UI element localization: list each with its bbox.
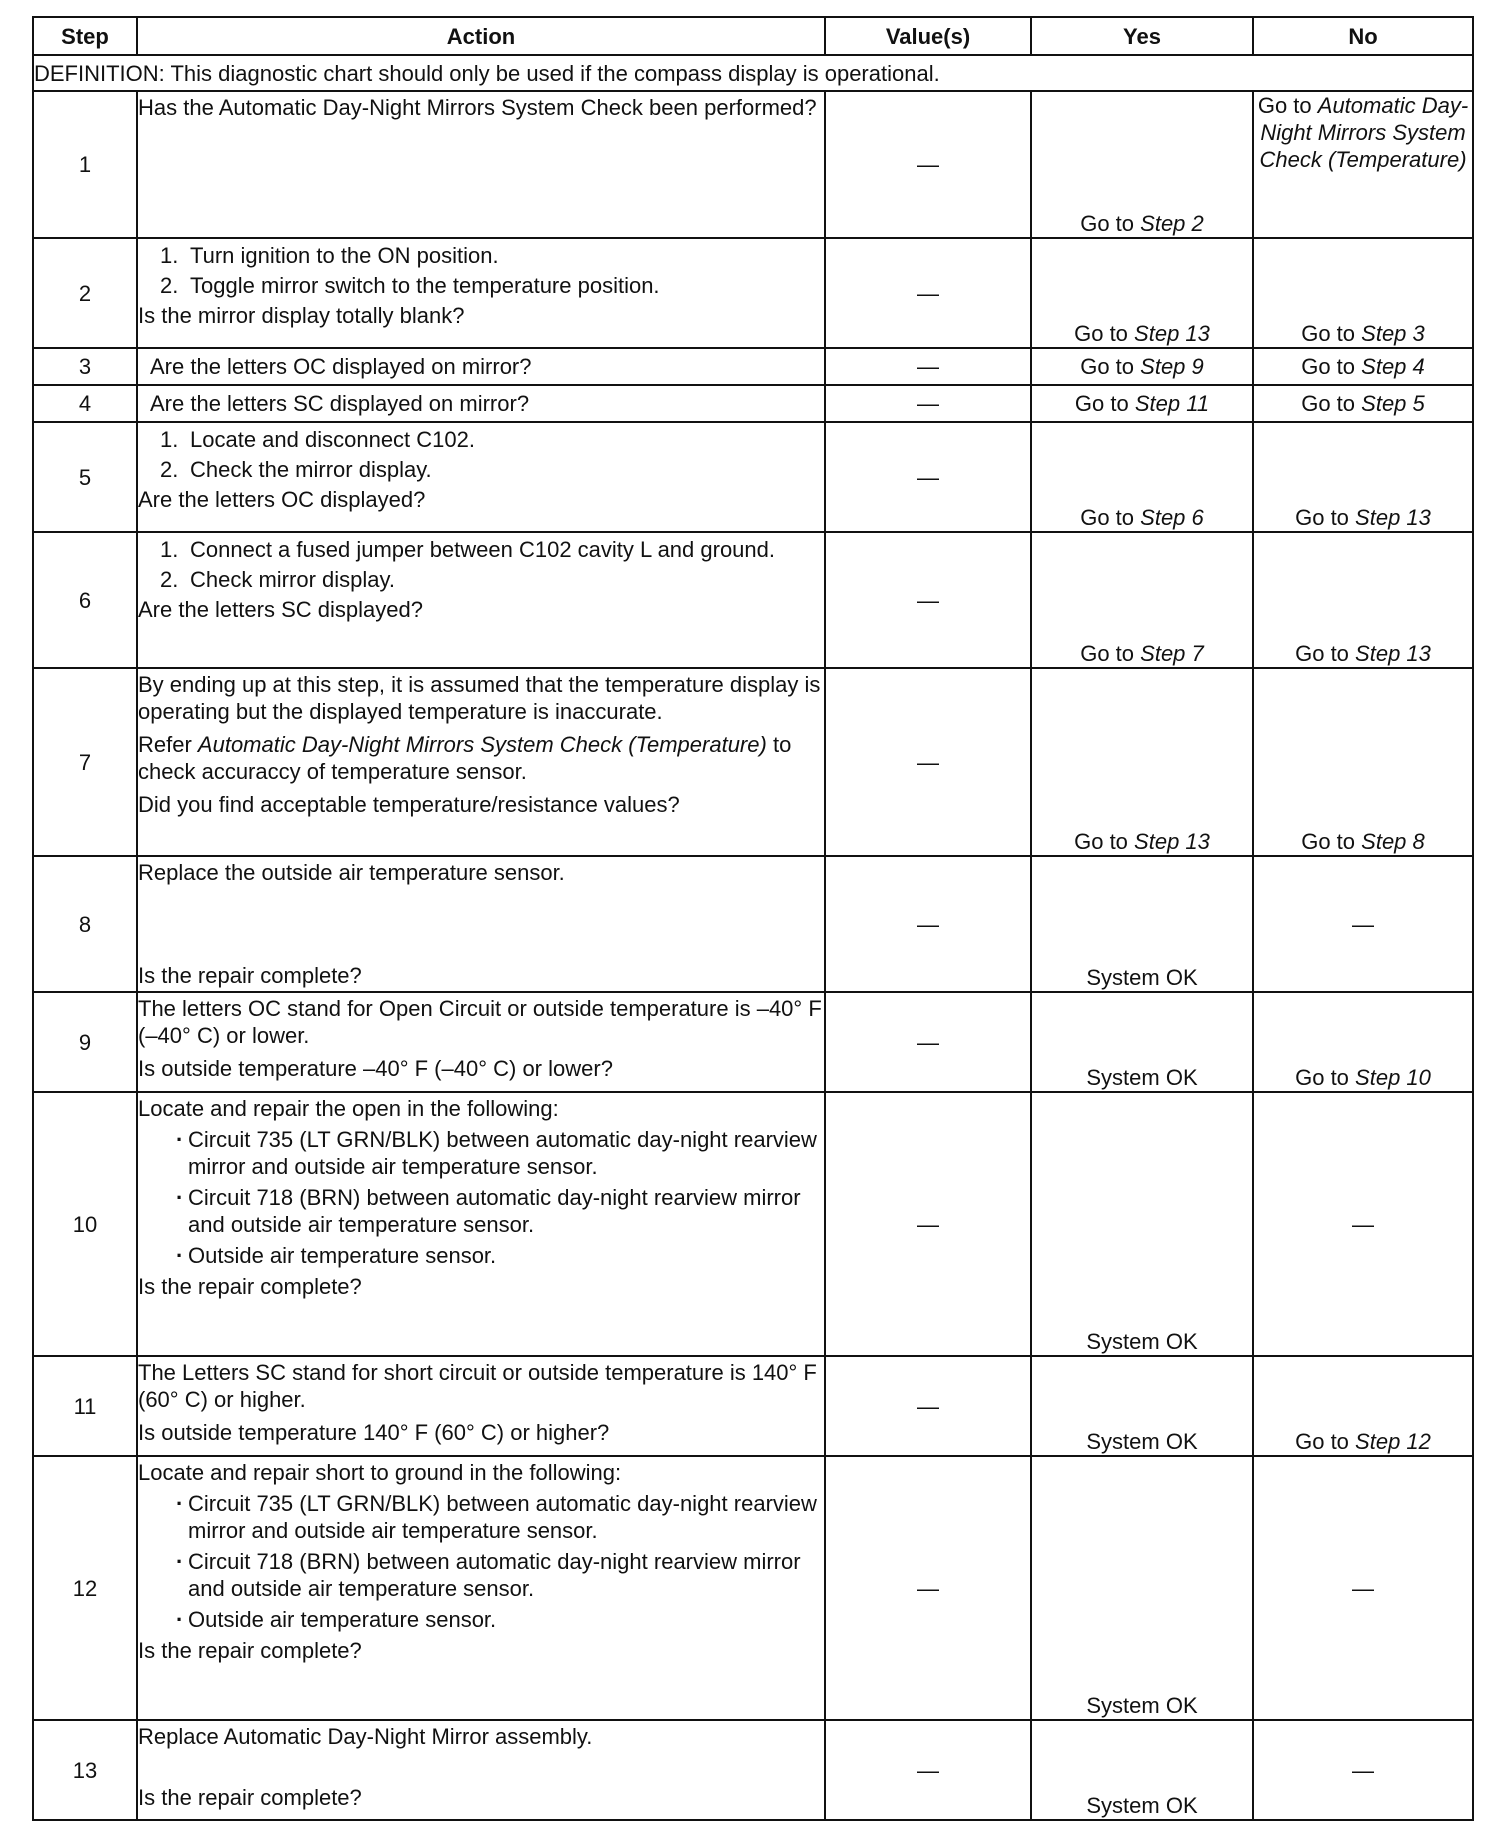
goto-label: Go to [1080,505,1135,530]
question-text: Is the repair complete? [138,1638,362,1663]
action-cell [137,238,825,348]
value-cell: — [825,348,1031,385]
list-item: · Outside air temperature sensor. [176,1607,497,1632]
header-values: Value(s) [825,17,1031,55]
action-cell [137,856,825,992]
no-cell: — [1253,856,1473,992]
goto-label: Go to [1301,321,1356,346]
yes-cell [1031,385,1253,422]
yes-cell [1031,422,1253,532]
table-row [33,1092,1473,1356]
question-text: Are the letters SC displayed on mirror? [137,385,825,422]
value-cell: — [825,1720,1031,1820]
no-cell [1253,422,1473,532]
yes-link[interactable]: Step 13 [1134,829,1210,854]
goto-label: Go to [1080,211,1135,236]
yes-cell [1031,532,1253,668]
step-number: 10 [33,1092,137,1356]
action-cell [137,668,825,856]
value-cell: — [825,422,1031,532]
list-item: 1. Locate and disconnect C102. [160,427,475,452]
yes-link[interactable]: Step 13 [1134,321,1210,346]
table-row [33,238,1473,348]
yes-link[interactable]: Step 2 [1140,211,1204,236]
yes-cell: System OK [1031,856,1253,992]
table-row [33,1720,1473,1820]
table-row [33,422,1473,532]
value-cell: — [825,856,1031,992]
list-item: 2. Toggle mirror switch to the temperature position. [160,273,660,298]
no-cell: — [1253,1456,1473,1720]
definition-row [33,55,1473,91]
no-cell [1253,385,1473,422]
table-row [33,348,1473,385]
no-link[interactable]: Step 3 [1361,321,1425,346]
action-cell [137,1092,825,1356]
no-link[interactable]: Step 13 [1355,505,1431,530]
yes-cell: System OK [1031,1456,1253,1720]
refer-text: Refer Automatic Day-Night Mirrors System Check (Temperature) to check accuraccy of temperature sensor. [138,732,792,784]
step-number: 8 [33,856,137,992]
list-item: 2. Check the mirror display. [160,457,432,482]
goto-label: Go to [1295,505,1349,530]
goto-label: Go to [1301,354,1356,379]
yes-link[interactable]: Step 6 [1140,505,1204,530]
table-row [33,532,1473,668]
action-cell [137,91,825,238]
yes-link[interactable]: Step 11 [1134,391,1210,416]
no-link[interactable]: Step 10 [1355,1065,1431,1090]
table-row [33,91,1473,238]
yes-cell: System OK [1031,1092,1253,1356]
step-number: 1 [33,91,137,238]
step-number: 13 [33,1720,137,1820]
question-text: Are the letters SC displayed? [138,597,423,622]
value-cell: — [825,992,1031,1092]
action-cell [137,1720,825,1820]
header-step: Step [33,17,137,55]
goto-label: Go to [1074,829,1128,854]
table-row [33,668,1473,856]
step-number: 9 [33,992,137,1092]
question-text: Are the letters OC displayed? [138,487,426,512]
action-cell [137,532,825,668]
question-text: Is the repair complete? [138,963,362,988]
header-no: No [1253,17,1473,55]
action-cell [137,1356,825,1456]
table-row [33,1456,1473,1720]
no-link[interactable]: Step 12 [1355,1429,1431,1454]
no-cell [1253,91,1473,238]
yes-cell [1031,238,1253,348]
list-item: · Circuit 718 (BRN) between automatic day-night rearview mirror and outside air temperature sensor. [176,1549,801,1601]
no-link[interactable]: Step 4 [1361,354,1425,379]
list-item: · Outside air temperature sensor. [176,1243,497,1268]
value-cell: — [825,532,1031,668]
step-number: 5 [33,422,137,532]
no-cell [1253,348,1473,385]
question-text: Are the letters OC displayed on mirror? [137,348,825,385]
step-number: 7 [33,668,137,856]
list-item: · Circuit 735 (LT GRN/BLK) between automatic day-night rearview mirror and outside air temperature sensor. [176,1127,817,1179]
goto-label: Go to [1257,93,1312,118]
no-cell [1253,238,1473,348]
no-cell [1253,1356,1473,1456]
table-row [33,1356,1473,1456]
step-number: 2 [33,238,137,348]
header-action: Action [137,17,825,55]
no-link[interactable]: Step 13 [1355,641,1431,666]
no-cell [1253,532,1473,668]
action-text: Has the Automatic Day-Night Mirrors System Check been performed? [138,95,817,120]
goto-label: Go to [1074,391,1129,416]
goto-label: Go to [1295,1429,1349,1454]
diagnostic-table [32,16,1474,1821]
list-item: 1. Turn ignition to the ON position. [160,243,499,268]
intro-text: Replace the outside air temperature sensor. [138,860,565,885]
intro-text: By ending up at this step, it is assumed that the temperature display is operating but the displayed temperature is inaccurate. [138,672,821,724]
yes-cell [1031,348,1253,385]
list-item: · Circuit 735 (LT GRN/BLK) between automatic day-night rearview mirror and outside air temperature sensor. [176,1491,817,1543]
table-row [33,992,1473,1092]
no-cell: — [1253,1720,1473,1820]
step-number: 4 [33,385,137,422]
no-link[interactable]: Automatic Day-Night Mirrors System Check (Temperature) [1259,93,1469,172]
no-cell: — [1253,1092,1473,1356]
list-item: 1. Connect a fused jumper between C102 cavity L and ground. [160,537,775,562]
goto-label: Go to [1295,641,1349,666]
intro-text: The letters OC stand for Open Circuit or outside temperature is –40° F (–40° C) or lower. [138,996,822,1048]
step-number: 6 [33,532,137,668]
header-row [33,17,1473,55]
value-cell: — [825,238,1031,348]
step-number: 12 [33,1456,137,1720]
value-cell: — [825,1456,1031,1720]
goto-label: Go to [1074,321,1128,346]
goto-label: Go to [1301,829,1356,854]
question-text: Is the mirror display totally blank? [138,303,465,328]
goto-label: Go to [1301,391,1356,416]
yes-cell: System OK [1031,1720,1253,1820]
question-text: Is the repair complete? [138,1274,362,1299]
question-text: Did you find acceptable temperature/resistance values? [138,792,680,817]
value-cell: — [825,1092,1031,1356]
goto-label: Go to [1080,354,1135,379]
value-cell: — [825,91,1031,238]
yes-link[interactable]: Step 9 [1140,354,1204,379]
no-link[interactable]: Step 5 [1361,391,1425,416]
action-cell [137,422,825,532]
action-cell [137,1456,825,1720]
question-text: Is the repair complete? [138,1785,362,1810]
no-cell [1253,668,1473,856]
goto-label: Go to [1295,1065,1349,1090]
no-cell [1253,992,1473,1092]
value-cell: — [825,385,1031,422]
yes-cell [1031,668,1253,856]
yes-cell: System OK [1031,1356,1253,1456]
list-item: 2. Check mirror display. [160,567,395,592]
yes-link[interactable]: Step 7 [1140,641,1204,666]
action-cell [137,992,825,1092]
header-yes: Yes [1031,17,1253,55]
table-row [33,385,1473,422]
intro-text: The Letters SC stand for short circuit or outside temperature is 140° F (60° C) or higher. [138,1360,817,1412]
yes-cell [1031,91,1253,238]
intro-text: Locate and repair short to ground in the following: [138,1460,622,1485]
list-item: · Circuit 718 (BRN) between automatic day-night rearview mirror and outside air temperature sensor. [176,1185,801,1237]
yes-cell: System OK [1031,992,1253,1092]
question-text: Is outside temperature 140° F (60° C) or higher? [138,1420,610,1445]
value-cell: — [825,668,1031,856]
refer-link[interactable]: Automatic Day-Night Mirrors System Check (Temperature) [197,732,767,757]
intro-text: Replace Automatic Day-Night Mirror assembly. [138,1724,593,1749]
step-number: 11 [33,1356,137,1456]
value-cell: — [825,1356,1031,1456]
definition-text: DEFINITION: This diagnostic chart should only be used if the compass display is operational. [33,55,1473,91]
question-text: Is outside temperature –40° F (–40° C) or lower? [138,1056,613,1081]
intro-text: Locate and repair the open in the following: [138,1096,559,1121]
table-row [33,856,1473,992]
no-link[interactable]: Step 8 [1361,829,1425,854]
step-number: 3 [33,348,137,385]
goto-label: Go to [1080,641,1135,666]
